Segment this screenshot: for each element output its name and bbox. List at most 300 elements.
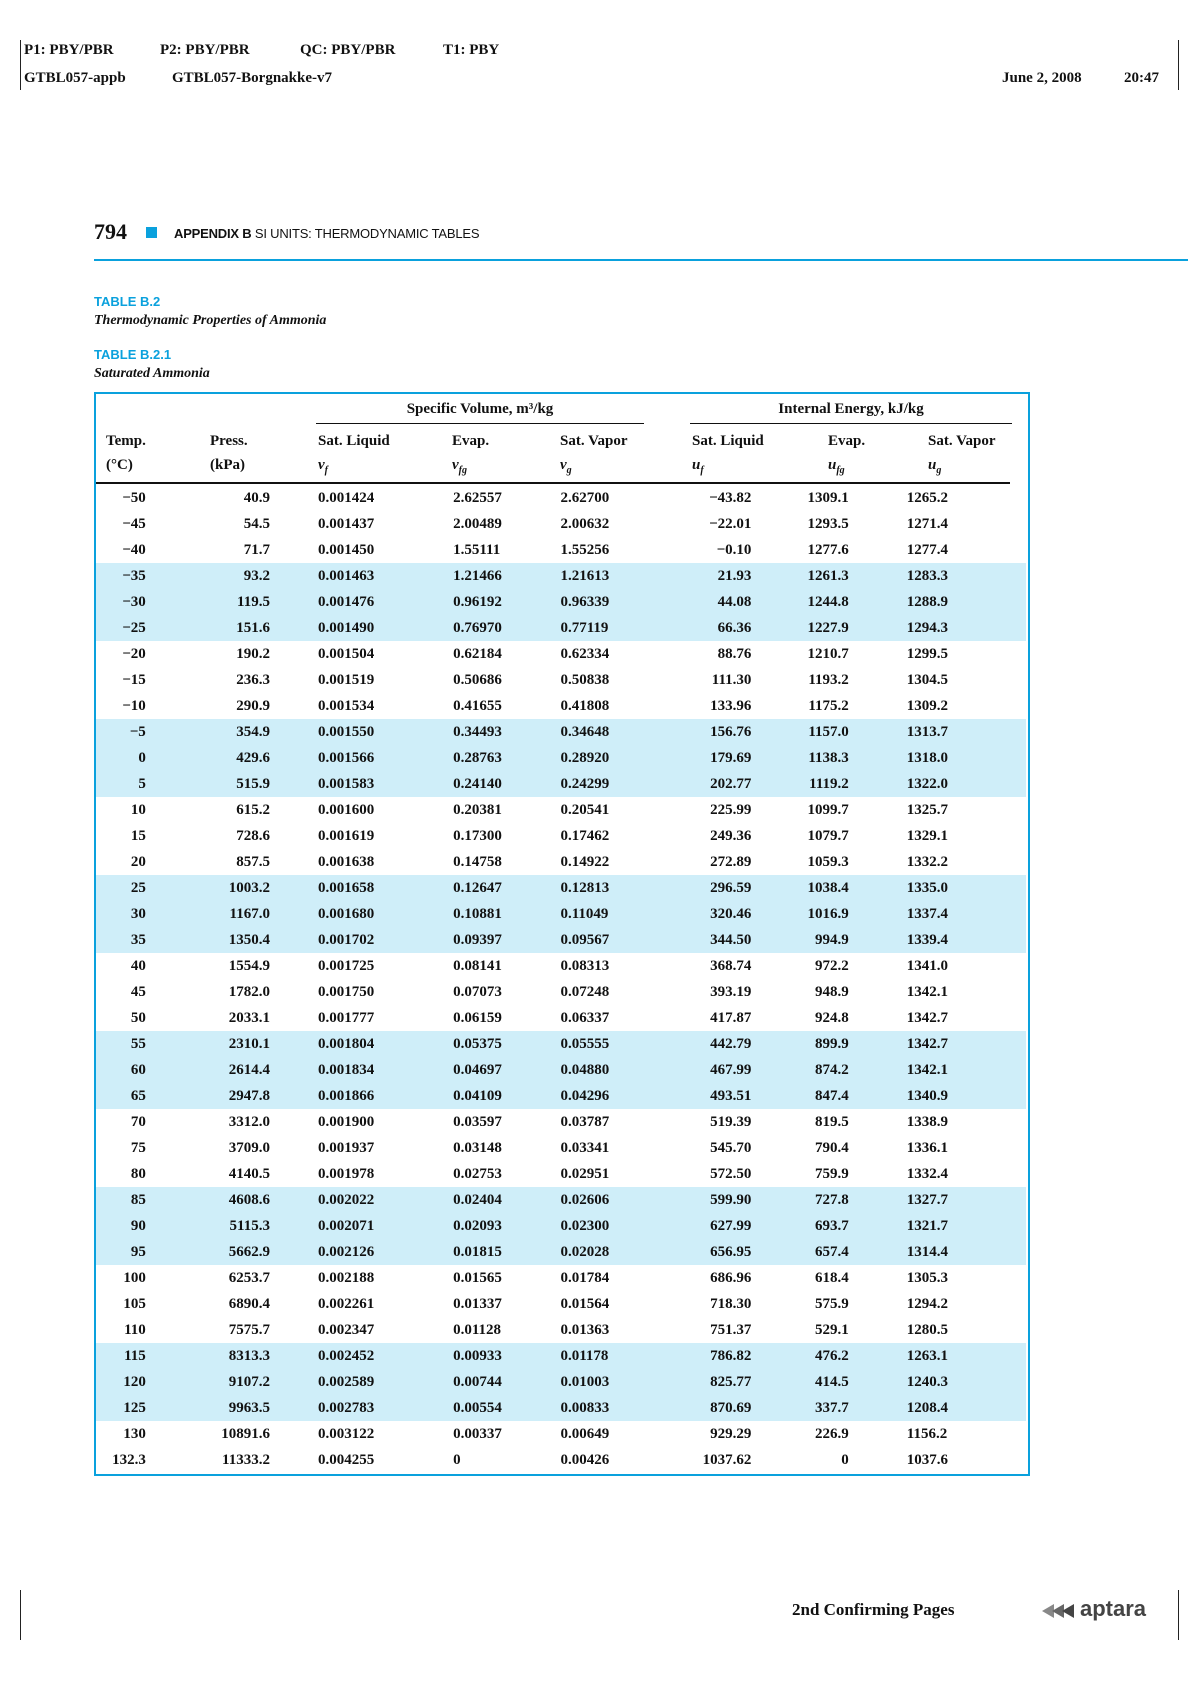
col-evap-u: Evap. [828,433,866,449]
sym-ug-sub: g [936,465,942,476]
cell-sat-liquid-v: 0.001619 [317,828,375,844]
cell-evap-u: 1119.2 [751,771,848,797]
cell-sat-liquid-u: −0.10 [716,542,752,558]
crop-mark-right-bottom [1178,1590,1179,1640]
cell-sat-liquid-u: 627.99 [668,1213,752,1239]
subtable-title: Saturated Ammonia [94,366,210,381]
cell-sat-liquid-u: 393.19 [710,984,752,1000]
cell-sat-vapor-v: 0.01363 [560,1322,610,1338]
cell-evap-v: 2.00489 [453,516,502,532]
cell-sat-liquid-v: 0.001777 [317,1010,375,1026]
cell-press: 728.6 [236,828,270,844]
table-row [96,1161,1026,1187]
cell-sat-liquid-u: 599.90 [668,1187,752,1213]
sym-vg-sub: g [566,465,572,476]
cell-press: 515.9 [146,771,270,797]
running-head-title [174,226,479,241]
cell-evap-v: 0.04109 [453,1083,560,1109]
cell-sat-vapor-v: 0.01564 [560,1296,610,1312]
cell-press: 1554.9 [228,958,270,974]
cell-sat-liquid-v: 0.002188 [317,1270,375,1286]
header-qc: QC: PBY/PBR [300,42,396,58]
footer-status: 2nd Confirming Pages [792,1600,955,1619]
cell-sat-liquid-v: 0.001750 [317,984,375,1000]
cell-temp: 60 [96,1057,146,1083]
col-sat-vapor-v: Sat. Vapor [560,433,628,449]
cell-press: 1167.0 [146,901,270,927]
cell-sat-liquid-u: 467.99 [668,1057,752,1083]
cell-sat-liquid-u: 368.74 [710,958,752,974]
cell-sat-liquid-u: 519.39 [710,1114,752,1130]
cell-sat-liquid-u: 929.29 [710,1426,752,1442]
sym-ufg-sub: fg [836,465,845,476]
cell-sat-vapor-u: 1339.4 [849,927,1026,953]
cell-press: 290.9 [236,698,270,714]
table-row [96,1395,1026,1421]
cell-sat-vapor-v: 0.14922 [560,854,610,870]
cell-evap-v: 0.04697 [453,1057,560,1083]
cell-sat-liquid-u: 344.50 [668,927,752,953]
cell-temp: 25 [96,875,146,901]
cell-evap-u: 972.2 [815,958,849,974]
cell-press: 11333.2 [222,1452,270,1468]
table-row [96,641,1026,667]
table-row [96,1187,1026,1213]
cell-press: 2614.4 [146,1057,270,1083]
cell-temp: 105 [123,1296,146,1312]
cell-temp: 100 [123,1270,146,1286]
cell-sat-vapor-u: 1332.4 [906,1166,949,1182]
cell-press: 3709.0 [228,1140,270,1156]
cell-evap-u: 899.9 [751,1031,848,1057]
cell-press: 615.2 [236,802,270,818]
group-specific-volume: Specific Volume, m³/kg [406,401,554,417]
cell-evap-v: 0.01565 [453,1270,502,1286]
cell-sat-vapor-v: 0.02606 [560,1187,667,1213]
cell-evap-u: 1138.3 [751,745,848,771]
cell-sat-liquid-v: 0.001600 [317,802,375,818]
cell-sat-vapor-v: 0.34648 [560,719,667,745]
cell-sat-vapor-u: 1332.2 [906,854,949,870]
table-row [96,693,1026,719]
cell-sat-liquid-u: 493.51 [668,1083,752,1109]
table-row [96,1369,1026,1395]
cell-evap-v: 0.03597 [453,1114,502,1130]
cell-sat-liquid-u: 1037.62 [702,1452,752,1468]
cell-evap-u: 874.2 [751,1057,848,1083]
cell-evap-u: 657.4 [751,1239,848,1265]
cell-temp: −15 [122,672,146,688]
cell-sat-vapor-u: 1338.9 [906,1114,949,1130]
table-row [96,1343,1026,1369]
cell-press: 4140.5 [228,1166,270,1182]
cell-press: 354.9 [146,719,270,745]
cell-sat-vapor-v: 0.04880 [560,1057,667,1083]
cell-temp: −35 [96,563,146,589]
cell-evap-v: 0.09397 [453,927,560,953]
cell-sat-liquid-v: 0.001519 [317,672,375,688]
sym-vf [318,457,328,476]
cell-sat-vapor-u: 1314.4 [849,1239,1026,1265]
cell-sat-liquid-u: 179.69 [668,745,752,771]
table-row [96,1447,1026,1473]
sym-ufg-base: u [828,457,837,473]
cell-evap-u: 575.9 [815,1296,849,1312]
cell-sat-vapor-v: 2.62700 [560,490,610,506]
cell-evap-u: 1175.2 [808,698,849,714]
cell-temp: 80 [130,1166,146,1182]
table-row [96,563,1026,589]
cell-temp: −50 [122,490,146,506]
cell-sat-liquid-v: 0.001680 [270,901,453,927]
cell-sat-vapor-u: 1156.2 [906,1426,948,1442]
cell-sat-vapor-v: 0.08313 [560,958,610,974]
cell-sat-liquid-v: 0.001450 [317,542,375,558]
cell-sat-vapor-v: 0.01003 [560,1369,667,1395]
cell-press: 54.5 [243,516,270,532]
cell-sat-liquid-u: 111.30 [711,672,752,688]
cell-evap-u: 790.4 [815,1140,849,1156]
cell-sat-liquid-u: 156.76 [668,719,752,745]
cell-sat-liquid-u: 686.96 [710,1270,752,1286]
sym-vg-base: v [560,457,567,473]
table-row [96,927,1026,953]
cell-evap-v: 0.06159 [453,1010,502,1026]
cell-sat-vapor-u: 1240.3 [849,1369,1026,1395]
cell-press: 3312.0 [228,1114,270,1130]
table-row [96,1005,1026,1031]
sym-vfg-sub: fg [458,465,468,476]
cell-sat-vapor-u: 1341.0 [906,958,949,974]
cell-sat-vapor-u: 1263.1 [849,1343,1026,1369]
col-sat-vapor-u: Sat. Vapor [928,433,996,449]
table-row [96,901,1026,927]
cell-sat-liquid-v: 0.001550 [270,719,453,745]
cell-press: 5115.3 [146,1213,270,1239]
cell-evap-v: 0.24140 [453,771,560,797]
cell-evap-u: 1157.0 [751,719,848,745]
table-row [96,485,1026,511]
cell-evap-v: 0.17300 [453,828,502,844]
cell-sat-vapor-v: 0.07248 [560,984,610,1000]
cell-sat-liquid-v: 0.001424 [317,490,375,506]
header-rule [96,482,1010,484]
cell-temp: 50 [130,1010,146,1026]
cell-sat-vapor-v: 0.02028 [560,1239,667,1265]
cell-sat-vapor-v: 0.01784 [560,1270,610,1286]
table-row [96,511,1026,537]
table-row [96,849,1026,875]
cell-temp: 90 [96,1213,146,1239]
cell-sat-liquid-u: 870.69 [668,1395,752,1421]
cell-sat-liquid-u: 825.77 [668,1369,752,1395]
cell-sat-liquid-u: 225.99 [710,802,752,818]
cell-press: 71.7 [243,542,270,558]
cell-evap-v: 0.50686 [453,672,502,688]
cell-temp: 95 [96,1239,146,1265]
cell-sat-vapor-u: 1342.1 [906,984,949,1000]
square-bullet-icon [146,227,157,238]
cell-evap-u: 1244.8 [751,589,848,615]
cell-evap-v: 0.12647 [453,875,560,901]
sym-ufg [828,457,845,476]
cell-evap-u: 414.5 [751,1369,848,1395]
cell-sat-vapor-u: 1329.1 [906,828,949,844]
cell-sat-liquid-u: 66.36 [668,615,752,641]
cell-evap-v: 0.08141 [453,958,502,974]
cell-sat-liquid-v: 0.002783 [270,1395,453,1421]
cell-temp: 40 [130,958,146,974]
cell-press: 2947.8 [146,1083,270,1109]
cell-sat-vapor-v: 0.00426 [560,1452,610,1468]
cell-sat-liquid-v: 0.002452 [270,1343,453,1369]
cell-sat-vapor-u: 1288.9 [849,589,1026,615]
cell-sat-vapor-v: 0.00649 [560,1426,610,1442]
cell-sat-liquid-u: 44.08 [668,589,752,615]
table-row [96,1031,1026,1057]
cell-sat-vapor-v: 0.24299 [560,771,667,797]
cell-press: 119.5 [146,589,270,615]
cell-temp: 35 [96,927,146,953]
cell-sat-vapor-v: 0.02951 [560,1166,610,1182]
cell-evap-u: 693.7 [751,1213,848,1239]
cell-press: 236.3 [236,672,270,688]
cell-evap-u: 1016.9 [751,901,848,927]
cell-temp: 5 [96,771,146,797]
footer-brand: aptara [1080,1596,1147,1621]
sym-uf-sub: f [700,465,704,476]
cell-evap-u: 226.9 [815,1426,849,1442]
cell-temp: −10 [122,698,146,714]
group-rule-volume [316,423,644,424]
cell-evap-u: 924.8 [815,1010,849,1026]
cell-evap-u: 847.4 [751,1083,848,1109]
cell-sat-vapor-u: 1327.7 [849,1187,1026,1213]
cell-sat-liquid-u: −43.82 [709,490,752,506]
header-p1: P1: PBY/PBR [24,42,114,58]
cell-sat-liquid-v: 0.001866 [270,1083,453,1109]
sym-vf-base: v [318,457,325,473]
table-row [96,667,1026,693]
page-number: 794 [94,219,127,244]
cell-sat-vapor-v: 0.00833 [560,1395,667,1421]
cell-press: 429.6 [146,745,270,771]
cell-sat-vapor-v: 0.17462 [560,828,610,844]
cell-sat-vapor-v: 0.05555 [560,1031,667,1057]
sym-uf-base: u [692,457,701,473]
cell-sat-vapor-v: 0.96339 [560,589,667,615]
cell-sat-vapor-u: 1309.2 [906,698,949,714]
cell-evap-u: 1079.7 [807,828,849,844]
crop-mark-left-bottom [20,1590,21,1640]
cell-sat-vapor-v: 2.00632 [560,516,610,532]
cell-temp: −5 [96,719,146,745]
cell-sat-vapor-v: 0.28920 [560,745,667,771]
cell-sat-vapor-v: 1.21613 [560,563,667,589]
header-p2: P2: PBY/PBR [160,42,250,58]
cell-evap-u: 1309.1 [807,490,849,506]
cell-sat-liquid-v: 0.003122 [317,1426,375,1442]
cell-temp: −25 [96,615,146,641]
cell-press: 190.2 [236,646,270,662]
cell-sat-liquid-u: 656.95 [668,1239,752,1265]
cell-sat-liquid-v: 0.002261 [317,1296,375,1312]
cell-press: 5662.9 [146,1239,270,1265]
cell-sat-liquid-v: 0.001504 [317,646,375,662]
table-title: Thermodynamic Properties of Ammonia [94,313,327,328]
cell-sat-vapor-u: 1280.5 [906,1322,949,1338]
table-row [96,537,1026,563]
cell-sat-vapor-u: 1318.0 [849,745,1026,771]
cell-sat-liquid-v: 0.001476 [270,589,453,615]
cell-sat-vapor-v: 0.50838 [560,672,610,688]
cell-sat-liquid-u: −22.01 [709,516,752,532]
table-row [96,1421,1026,1447]
col-temp-unit: (°C) [106,457,133,473]
cell-temp: 125 [96,1395,146,1421]
col-press-unit: (kPa) [210,457,245,473]
cell-evap-u: 476.2 [751,1343,848,1369]
cell-sat-liquid-v: 0.001702 [270,927,453,953]
table-row [96,1083,1026,1109]
table-row [96,771,1026,797]
cell-evap-v: 0.07073 [453,984,502,1000]
cell-temp: 20 [130,854,146,870]
table-row [96,875,1026,901]
cell-sat-vapor-u: 1322.0 [849,771,1026,797]
cell-sat-liquid-v: 0.002589 [270,1369,453,1395]
cell-evap-v: 0.20381 [453,802,502,818]
cell-sat-vapor-v: 0.06337 [560,1010,610,1026]
cell-sat-vapor-u: 1294.2 [906,1296,949,1312]
subtable-id: TABLE B.2.1 [94,347,172,362]
cell-sat-vapor-u: 1342.7 [849,1031,1026,1057]
cell-press: 1782.0 [228,984,270,1000]
cell-evap-v: 0.01128 [453,1322,502,1338]
cell-temp: 115 [96,1343,146,1369]
cell-sat-vapor-u: 1208.4 [849,1395,1026,1421]
table-row [96,1135,1026,1161]
cell-evap-v: 0.10881 [453,901,560,927]
cell-sat-liquid-u: 442.79 [668,1031,752,1057]
cell-press: 2033.1 [228,1010,270,1026]
table-row [96,979,1026,1005]
cell-sat-vapor-u: 1304.5 [906,672,949,688]
cell-sat-liquid-v: 0.002347 [317,1322,375,1338]
cell-sat-liquid-u: 272.89 [710,854,752,870]
cell-sat-liquid-u: 88.76 [717,646,752,662]
cell-evap-v: 0.28763 [453,745,560,771]
cell-evap-u: 994.9 [751,927,848,953]
cell-temp: 85 [96,1187,146,1213]
cell-temp: 120 [96,1369,146,1395]
cell-evap-u: 1227.9 [751,615,848,641]
cell-press: 40.9 [243,490,270,506]
cell-sat-liquid-u: 202.77 [668,771,752,797]
cell-evap-v: 0.02093 [453,1213,560,1239]
header-file-appb: GTBL057-appb [24,70,126,86]
cell-evap-u: 948.9 [815,984,849,1000]
cell-temp: 110 [124,1322,146,1338]
col-temp: Temp. [106,433,146,449]
cell-sat-liquid-v: 0.001437 [317,516,375,532]
table-row [96,797,1026,823]
cell-sat-liquid-v: 0.004255 [317,1452,375,1468]
crop-mark-left-top [20,40,21,90]
cell-evap-u: 1293.5 [807,516,849,532]
table-row [96,1317,1026,1343]
cell-sat-liquid-v: 0.001900 [317,1114,375,1130]
cell-sat-liquid-u: 718.30 [710,1296,752,1312]
cell-sat-liquid-u: 417.87 [710,1010,752,1026]
cell-sat-vapor-u: 1335.0 [849,875,1026,901]
cell-sat-vapor-u: 1265.2 [906,490,949,506]
cell-sat-vapor-u: 1299.5 [906,646,949,662]
header-t1: T1: PBY [443,42,500,58]
cell-evap-v: 0.34493 [453,719,560,745]
group-internal-energy: Internal Energy, kJ/kg [778,401,924,417]
cell-evap-u: 1193.2 [808,672,849,688]
cell-press: 93.2 [146,563,270,589]
cell-temp: 10 [130,802,146,818]
cell-sat-vapor-u: 1342.7 [906,1010,949,1026]
group-rule-energy [690,423,1012,424]
table-row [96,823,1026,849]
cell-evap-v: 0.00933 [453,1343,560,1369]
cell-evap-v: 0.96192 [453,589,560,615]
cell-press: 9963.5 [146,1395,270,1421]
table-row [96,719,1026,745]
cell-press: 6890.4 [228,1296,270,1312]
cell-sat-vapor-u: 1337.4 [849,901,1026,927]
cell-sat-vapor-u: 1294.3 [849,615,1026,641]
col-sat-liquid-v: Sat. Liquid [318,433,390,449]
table-row [96,1291,1026,1317]
cell-sat-vapor-v: 0.04296 [560,1083,667,1109]
cell-sat-vapor-v: 0.03787 [560,1114,610,1130]
cell-evap-v: 0.02753 [453,1166,502,1182]
cell-temp: 132.3 [112,1452,146,1468]
cell-temp: −40 [122,542,146,558]
cell-evap-v: 0.41655 [453,698,502,714]
cell-press: 9107.2 [146,1369,270,1395]
header-date: June 2, 2008 [1002,70,1082,86]
cell-evap-v: 0 [453,1452,461,1468]
table-row [96,1213,1026,1239]
cell-press: 857.5 [236,854,270,870]
table-row [96,953,1026,979]
cell-sat-liquid-u: 786.82 [668,1343,752,1369]
table-row [96,1109,1026,1135]
cell-sat-liquid-u: 572.50 [710,1166,752,1182]
cell-evap-u: 759.9 [815,1166,849,1182]
cell-sat-vapor-u: 1037.6 [906,1452,949,1468]
table-row [96,745,1026,771]
cell-evap-u: 618.4 [815,1270,849,1286]
table-row [96,1265,1026,1291]
cell-sat-vapor-u: 1321.7 [849,1213,1026,1239]
cell-temp: 55 [96,1031,146,1057]
appendix-title: SI UNITS: THERMODYNAMIC TABLES [254,226,480,241]
cell-temp: −20 [122,646,146,662]
table-row [96,589,1026,615]
table-body [96,485,1026,1473]
cell-evap-v: 0.14758 [453,854,502,870]
cell-sat-vapor-u: 1342.1 [849,1057,1026,1083]
header-time: 20:47 [1124,70,1159,86]
cell-sat-liquid-v: 0.001937 [317,1140,375,1156]
cell-sat-liquid-u: 21.93 [668,563,752,589]
